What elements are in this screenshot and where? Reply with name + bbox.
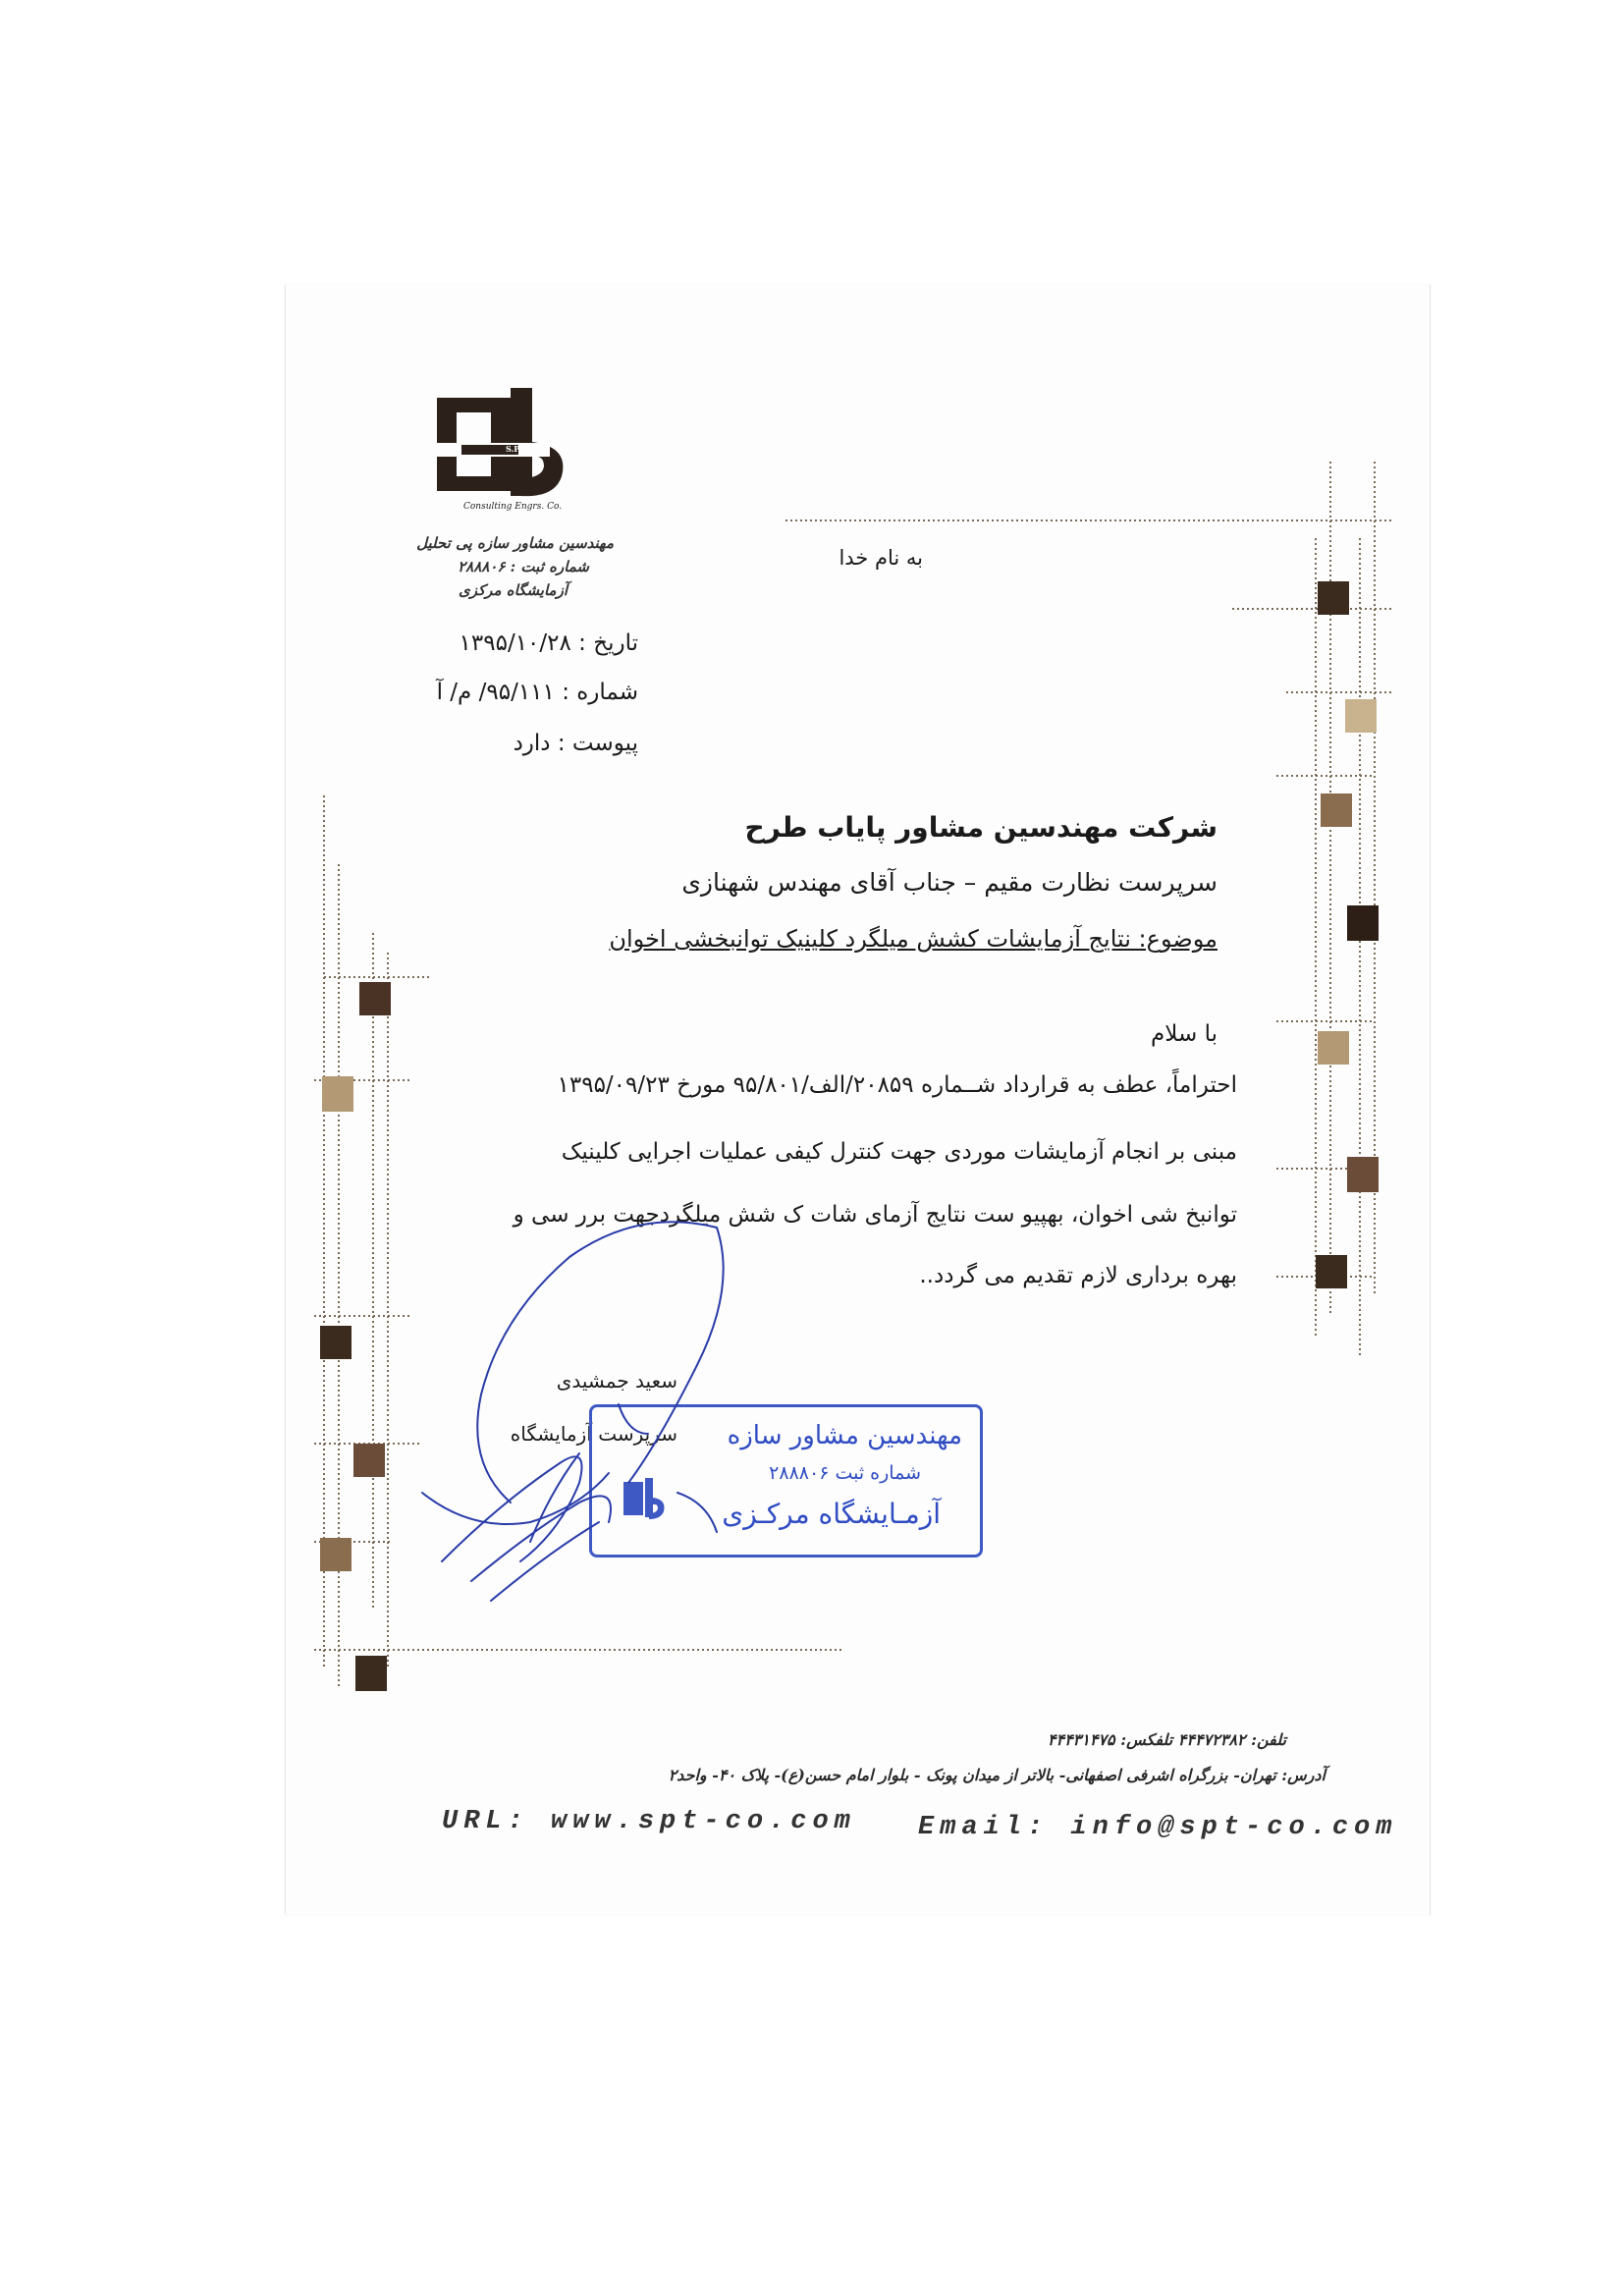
deco-square-5 xyxy=(1318,1031,1349,1065)
letter-attachment: پیوست : دارد xyxy=(513,731,638,756)
logo-mark-text: S.P.T xyxy=(506,444,527,454)
deco-square-13 xyxy=(355,1656,387,1691)
signer-title: سرپرست آزمایشگاه xyxy=(510,1422,677,1446)
logo-company-name: مهندسین مشاور سازه پی تحلیل xyxy=(416,534,614,552)
greeting: با سلام xyxy=(1151,1021,1218,1047)
footer-phones: تلفن: ۴۴۴۷۲۳۸۲ تلفکس: ۴۴۴۳۱۴۷۵ xyxy=(1047,1730,1286,1749)
logo-consulting-text: Consulting Engrs. Co. xyxy=(463,502,563,512)
letter-date: تاریخ : ۱۳۹۵/۱۰/۲۸ xyxy=(459,630,638,656)
deco-square-4 xyxy=(1347,905,1379,941)
body-line-1: احتراماً، عطف به قرارداد شــماره ۲۰۸۵۹/الف/۹۵/۸۰۱ مورخ ۱۳۹۵/۰۹/۲۳ xyxy=(557,1072,1237,1098)
deco-square-7 xyxy=(1316,1255,1347,1288)
body-line-4: بهره برداری لازم تقدیم می گردد.. xyxy=(919,1263,1237,1288)
deco-square-9 xyxy=(322,1076,353,1112)
deco-square-6 xyxy=(1347,1157,1379,1192)
footer-email[interactable]: Email: info@spt-co.com xyxy=(918,1813,1398,1842)
stamp-line-2: شماره ثبت ۲۸۸۸۰۶ xyxy=(769,1462,921,1484)
footer-url[interactable]: URL: www.spt-co.com xyxy=(442,1807,856,1836)
body-line-3: توانبخ شی اخوان، بهپیو ست نتایج آزمای شات ک شش میلگردجهت برر سی و xyxy=(513,1202,1237,1228)
deco-square-3 xyxy=(1321,793,1352,827)
stamp-line-1: مهندسین مشاور سازه xyxy=(727,1421,962,1450)
body-line-2: مبنی بر انجام آزمایشات موردی جهت کنترل کیفی عملیات اجرایی کلینیک xyxy=(561,1139,1237,1165)
deco-square-8 xyxy=(359,982,391,1015)
deco-square-12 xyxy=(320,1538,352,1571)
recipient-company: شرکت مهندسین مشاور پایاب طرح xyxy=(744,811,1218,844)
deco-square-2 xyxy=(1345,699,1377,733)
deco-square-11 xyxy=(353,1444,385,1477)
logo-registration: شماره ثبت : ۲۸۸۸۰۶ xyxy=(458,558,589,575)
letter-number: شماره : ۹۵/۱۱۱/ م/ آ xyxy=(436,680,638,705)
deco-square-10 xyxy=(320,1326,352,1359)
deco-square-1 xyxy=(1318,581,1349,615)
footer-address: آدرس: تهران- بزرگراه اشرفی اصفهانی- بالاتر از میدان پونک - بلوار امام حسن(ع)- پلاک ۴۰- واحد۲ xyxy=(668,1766,1326,1784)
signer-name: سعید جمشیدی xyxy=(556,1369,677,1393)
stamp-line-3: آزمـایشگاه مرکـزی xyxy=(722,1498,941,1530)
logo-lab-name: آزمایشگاه مرکزی xyxy=(459,581,568,599)
letter-subject: موضوع: نتایج آزمایشات کشش میلگرد کلینیک توانبخشی اخوان xyxy=(609,925,1218,953)
invocation: به نام خدا xyxy=(839,546,923,570)
recipient-person: سرپرست نظارت مقیم – جناب آقای مهندس شهنازی xyxy=(681,868,1218,897)
